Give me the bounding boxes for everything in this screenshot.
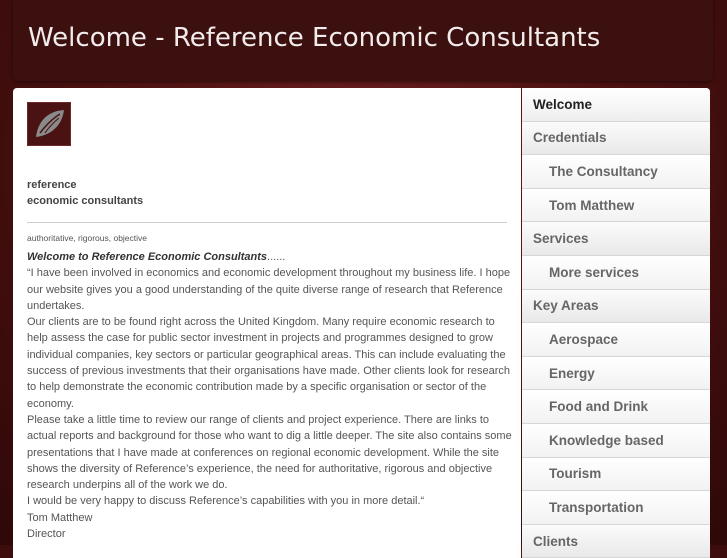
brand-text [27, 177, 143, 209]
intro-bold: Welcome to Reference Economic Consultants [27, 251, 268, 263]
tagline: authoritative, rigorous, objective [27, 233, 148, 243]
sidebar-nav [522, 88, 710, 558]
paragraph-1: “I have been involved in economics and economic development throughout my business life. I hope our website gives you a good understanding of the quite diverse range of research that Reference undertakes. [27, 267, 511, 312]
paragraph-2: Our clients are to be found right across the United Kingdom. Many require economic research to help assess the case for public sector investment in projects and programmes designed to grow individual companies, key sectors or particular geographical areas. This can include evaluating the success of previous investments that their organisations have made. Other clients look for research to help demonstrate the economic contribution made by a specific organisation or sector of the economy. [27, 316, 511, 410]
brand-line-1: reference [27, 179, 77, 191]
nav-item-energy[interactable]: Energy [522, 357, 710, 391]
site-header [13, 0, 713, 81]
nav-item-food-and-drink[interactable]: Food and Drink [522, 390, 710, 424]
signature-role: Director [27, 528, 66, 541]
paragraph-3: Please take a little time to review our range of clients and project experience. There are links to actual reports and background for those who want to dig a little deeper. The site also contains some presentations that I have made at conferences on regional economic development. While the site shows the diversity of Reference’s experience, the need for authoritative, rigorous and objective research underpins all of the work we do. [27, 413, 512, 492]
page-title: Welcome - Reference Economic Consultants [28, 23, 601, 53]
nav-item-knowledge-based[interactable]: Knowledge based [522, 424, 710, 458]
nav-item-services[interactable]: Services [522, 222, 710, 256]
nav-item-tom-matthew[interactable]: Tom Matthew [522, 189, 710, 223]
nav-item-tourism[interactable]: Tourism [522, 458, 710, 492]
intro-dots: ...... [267, 251, 286, 263]
nav-item-credentials[interactable]: Credentials [522, 122, 710, 156]
nav-item-clients[interactable]: Clients [522, 525, 710, 558]
nav-item-aerospace[interactable]: Aerospace [522, 323, 710, 357]
nav-item-key-areas[interactable]: Key Areas [522, 290, 710, 324]
brand-line-2: economic consultants [27, 195, 144, 207]
paragraph-4: I would be very happy to discuss Reference’s capabilities with you in more detail.“ [27, 495, 425, 508]
logo-leaf-icon [28, 103, 70, 145]
nav-item-transportation[interactable]: Transportation [522, 491, 710, 525]
logo[interactable] [27, 102, 71, 146]
welcome-text [27, 249, 517, 542]
nav-item-the-consultancy[interactable]: The Consultancy [522, 155, 710, 189]
signature-name: Tom Matthew [27, 511, 93, 524]
intro-line [27, 249, 517, 265]
nav-item-more-services[interactable]: More services [522, 256, 710, 290]
divider [27, 222, 507, 223]
nav-item-welcome[interactable]: Welcome [522, 88, 710, 122]
main-content [13, 88, 521, 558]
